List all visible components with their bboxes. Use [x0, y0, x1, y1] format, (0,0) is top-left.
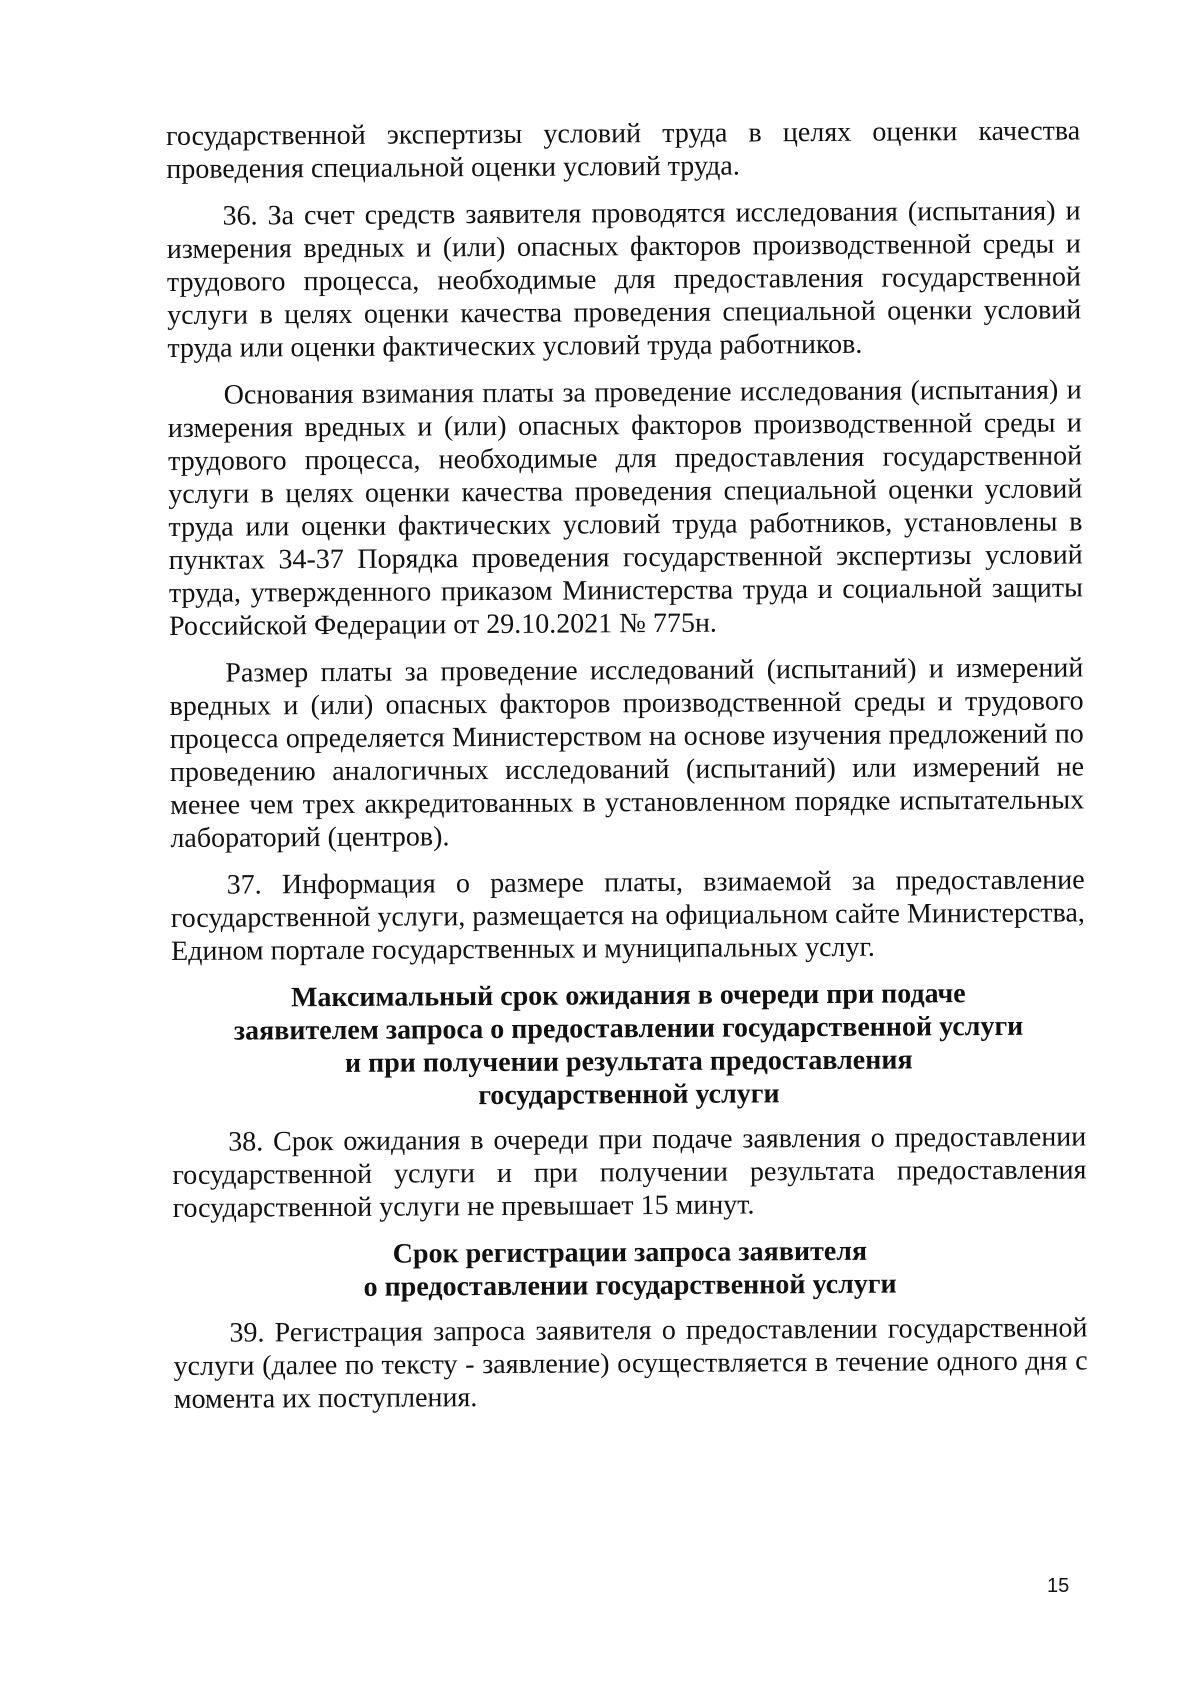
paragraph-continuation: государственной экспертизы условий труда в целях оценки качества проведения специальной оценки условий труда. — [166, 115, 1081, 185]
paragraph-payment-grounds: Основания взимания платы за проведение исследования (испытания) и измерения вредных и (или) опасных факторов производственной среды и трудового процесса, необходимые для предоставления государственной услуги в целях оценки качества проведения специальной оценки условий труда или оценки фактических условий труда работников, установлены в пунктах 34-37 Порядка проведения государственной экспертизы условий труда, утвержденного приказом Министерства труда и социальной защиты Российской Федерации от 29.10.2021 № 775н. — [167, 374, 1083, 642]
paragraph-38: 38. Срок ожидания в очереди при подаче заявления о предоставлении государственной услуги и при получении результата предоставления государственной услуги не превышает 15 минут. — [172, 1121, 1087, 1224]
heading-line: Срок регистрации запроса заявителя — [392, 1235, 868, 1270]
heading-line: о предоставлении государственной услуги — [363, 1268, 897, 1303]
section-heading-registration — [173, 1233, 1087, 1305]
heading-line: государственной услуги — [478, 1078, 780, 1112]
paragraph-39: 39. Регистрация запроса заявителя о предоставлении государственной услуги (далее по тексту - заявление) осуществляется в течение одного дня с момента их поступления. — [173, 1312, 1088, 1415]
section-heading-waiting-time — [171, 976, 1086, 1114]
heading-line: и при получении результата предоставления — [344, 1044, 913, 1079]
paragraph-36: 36. За счет средств заявителя проводятся исследования (испытания) и измерения вредных и (или) опасных факторов производственной среды и трудового процесса, необходимые для предоставления государственной услуги в целях оценки качества проведения специальной оценки условий труда или оценки фактических условий труда работников. — [166, 195, 1082, 364]
page-content — [166, 114, 1088, 1430]
heading-line: заявителем запроса о предоставлении государственной услуги — [233, 1010, 1024, 1047]
paragraph-37: 37. Информация о размере платы, взимаемой за предоставление государственной услуги, размещается на официальном сайте Министерства, Едином портале государственных и муниципальных услуг. — [170, 864, 1085, 967]
paragraph-payment-amount: Размер платы за проведение исследований (испытаний) и измерений вредных и (или) опасных факторов производственной среды и трудового процесса определяется Министерством на основе изучения предложений по проведению аналогичных исследований (испытаний) или измерений не менее чем трех аккредитованных в установленном порядке испытательных лабораторий (центров). — [169, 652, 1085, 854]
heading-line: Максимальный срок ожидания в очереди при подаче — [290, 978, 966, 1014]
page-number: 15 — [1047, 1575, 1070, 1597]
